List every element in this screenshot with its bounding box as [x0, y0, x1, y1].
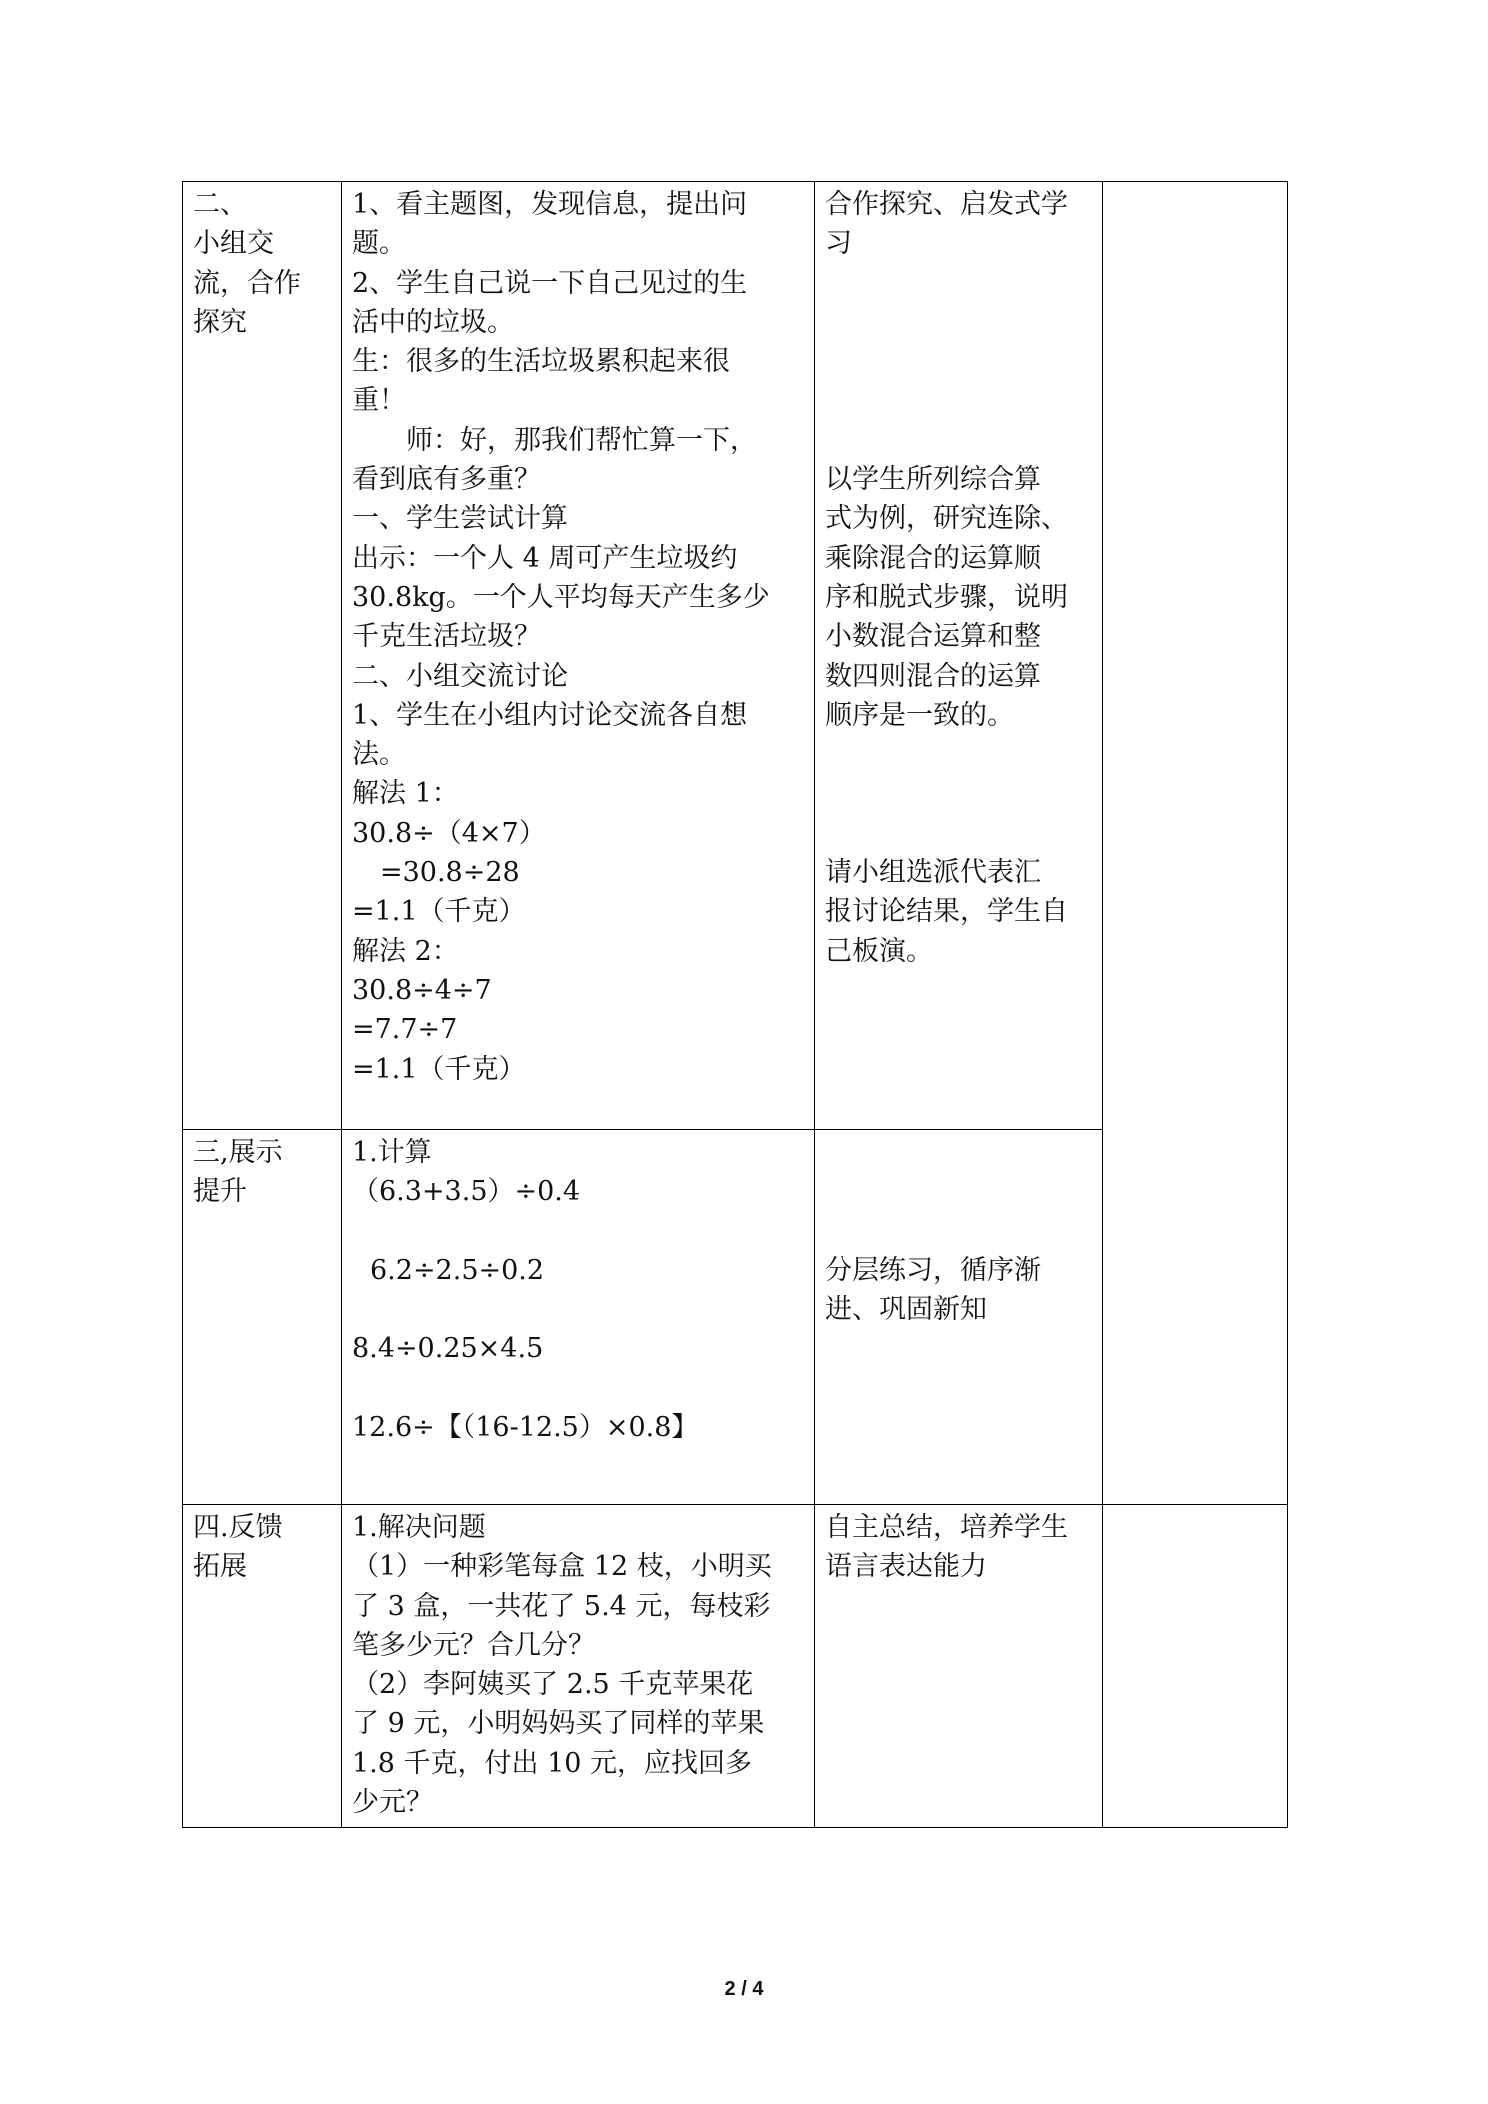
method-cell — [814, 181, 1102, 1129]
stage-text: 探究 — [193, 306, 247, 338]
content-line: 12.6÷【（16-12.5）×0.8】 — [352, 1412, 699, 1444]
method-text: 请小组选派代表汇 — [825, 857, 1041, 889]
method-text: 序和脱式步骤，说明 — [825, 581, 1068, 613]
content-cell — [341, 181, 814, 1129]
content-line: 千克生活垃圾？ — [352, 621, 541, 653]
stage-text: 三,展示 — [193, 1137, 283, 1168]
content-line: =7.7÷7 — [352, 1014, 458, 1046]
table-row — [182, 1504, 1288, 1828]
stage-text: 四.反馈 — [193, 1512, 283, 1543]
content-line: 二、小组交流讨论 — [352, 660, 568, 692]
content-line: 30.8÷4÷7 — [352, 974, 492, 1006]
stage-text: 流，合作 — [193, 267, 301, 299]
method-text: 小数混合运算和整 — [825, 621, 1041, 653]
stage-text: 二、 — [193, 189, 247, 220]
method-text: 式为例，研究连除、 — [825, 503, 1068, 535]
content-line: 1.计算 — [352, 1137, 432, 1168]
content-line: 1、看主题图，发现信息，提出问 — [352, 189, 748, 220]
content-line: 活中的垃圾。 — [352, 306, 514, 338]
notes-cell — [1102, 1504, 1288, 1828]
content-line: 30.8÷（4×7） — [352, 817, 546, 849]
method-text: 数四则混合的运算 — [825, 660, 1041, 692]
content-line: 1.8 千克，付出 10 元，应找回多 — [352, 1747, 753, 1779]
stage-cell — [182, 1504, 341, 1828]
table-row — [182, 1129, 1288, 1504]
content-line: 题。 — [352, 228, 406, 260]
content-line: 看到底有多重？ — [352, 464, 541, 496]
content-line: （1）一种彩笔每盒 12 枝，小明买 — [352, 1551, 772, 1583]
content-line: 一、学生尝试计算 — [352, 503, 568, 535]
content-line: 笔多少元？合几分？ — [352, 1629, 595, 1661]
page-number: 2 / 4 — [724, 1978, 764, 2000]
method-text: 自主总结，培养学生 — [825, 1512, 1068, 1543]
method-text: 乘除混合的运算顺 — [825, 542, 1041, 574]
content-line: （6.3+3.5）÷0.4 — [352, 1176, 581, 1208]
stage-text: 小组交 — [193, 228, 274, 260]
method-text: 语言表达能力 — [825, 1551, 987, 1583]
stage-text: 提升 — [193, 1176, 247, 1208]
method-cell — [814, 1504, 1102, 1828]
method-text: 己板演。 — [825, 935, 933, 967]
content-line: =30.8÷28 — [380, 857, 520, 889]
content-line: 1.解决问题 — [352, 1512, 486, 1543]
content-cell — [341, 1129, 814, 1504]
content-line: 重！ — [352, 385, 406, 417]
content-line: 少元？ — [352, 1787, 433, 1819]
content-line: =1.1（千克） — [352, 1053, 526, 1085]
content-line: 8.4÷0.25×4.5 — [352, 1333, 544, 1365]
method-text: 合作探究、启发式学 — [825, 189, 1068, 220]
content-line: 解法 1： — [352, 778, 459, 810]
stage-cell — [182, 181, 341, 1129]
content-line: 了 9 元，小明妈妈买了同样的苹果 — [352, 1708, 765, 1740]
content-line: 2、学生自己说一下自己见过的生 — [352, 267, 748, 299]
content-line: 30.8kg。一个人平均每天产生多少 — [352, 581, 770, 613]
content-line: 法。 — [352, 739, 406, 771]
method-text: 分层练习，循序渐 — [825, 1254, 1041, 1286]
method-text: 报讨论结果，学生自 — [825, 896, 1068, 928]
content-line: 师：好，那我们帮忙算一下， — [406, 424, 757, 456]
method-text: 习 — [825, 228, 852, 260]
method-text: 顺序是一致的。 — [825, 699, 1014, 731]
stage-text: 拓展 — [193, 1551, 247, 1583]
content-line: =1.1（千克） — [352, 896, 526, 928]
content-line: 1、学生在小组内讨论交流各自想 — [352, 699, 748, 731]
lesson-plan-table — [182, 181, 1288, 1828]
content-line: （2）李阿姨买了 2.5 千克苹果花 — [352, 1669, 754, 1701]
content-line: 了 3 盒，一共花了 5.4 元，每枝彩 — [352, 1590, 771, 1622]
content-line: 生：很多的生活垃圾累积起来很 — [352, 346, 730, 378]
table-row — [182, 181, 1288, 1129]
content-line: 出示：一个人 4 周可产生垃圾约 — [352, 542, 738, 574]
content-line: 6.2÷2.5÷0.2 — [370, 1254, 545, 1286]
method-cell — [814, 1129, 1102, 1504]
content-cell — [341, 1504, 814, 1828]
method-text: 进、巩固新知 — [825, 1294, 987, 1326]
content-line: 解法 2： — [352, 935, 459, 967]
method-text: 以学生所列综合算 — [825, 464, 1041, 496]
stage-cell — [182, 1129, 341, 1504]
